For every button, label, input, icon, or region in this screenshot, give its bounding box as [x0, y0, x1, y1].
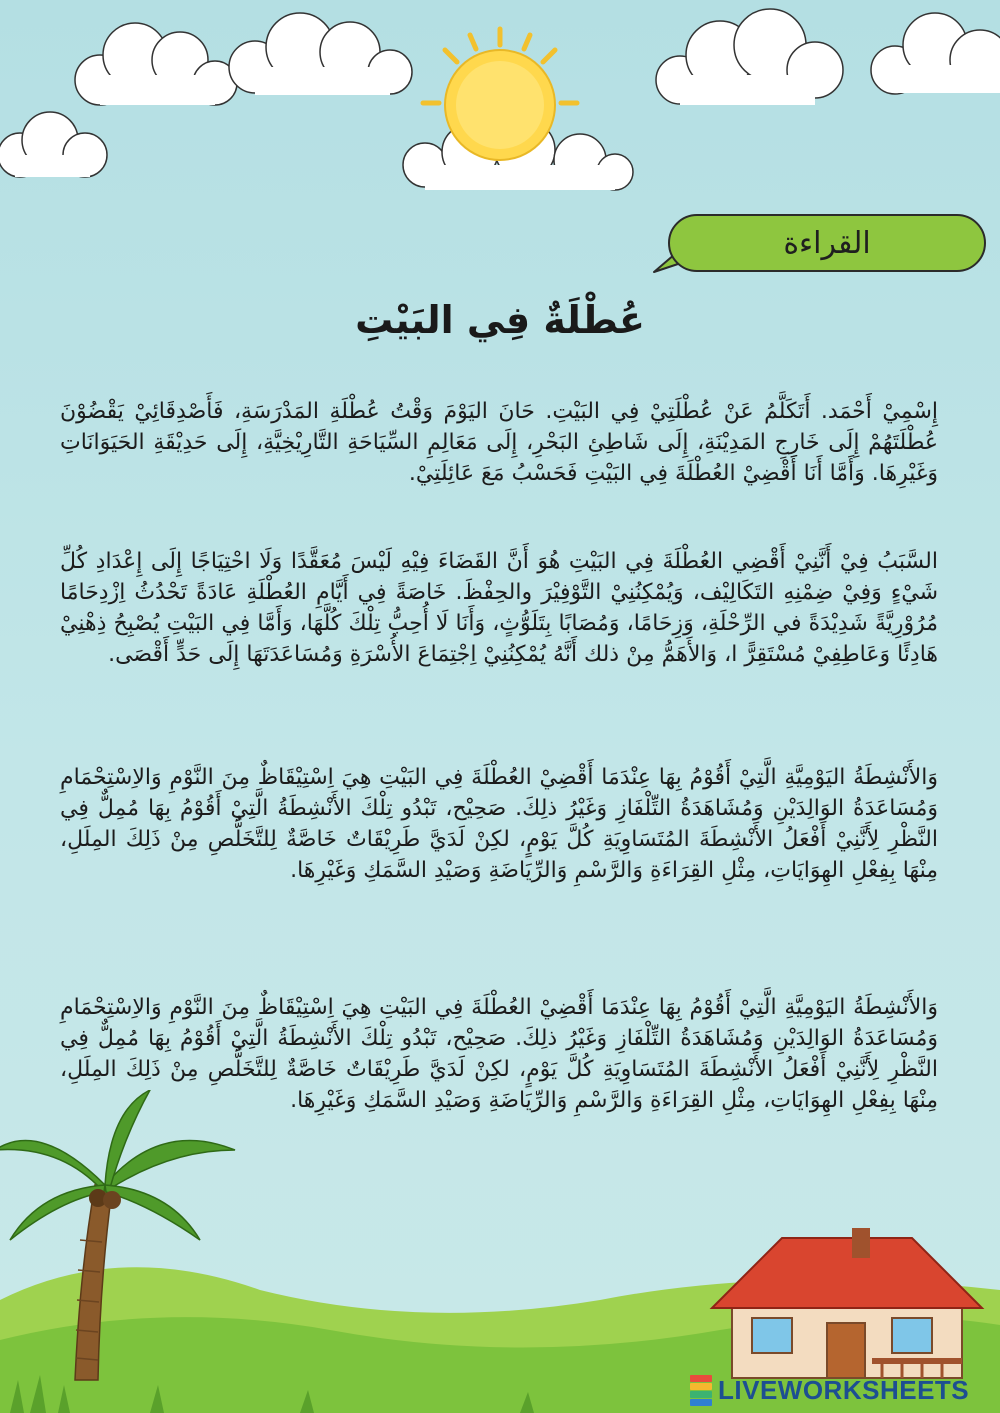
section-badge-label: القراءة: [783, 225, 871, 261]
sun-icon: [415, 25, 585, 165]
house-icon: [702, 1228, 992, 1388]
paragraph-2: السَّبَبُ فِيْ أَنَّنِيْ أَقْضِي العُطْلَةَ فِي البَيْتِ هُوَ أَنَّ القَضَاءَ فِيْهِ لَيْسَ مُعَقَّدًا وَلَا احْتِيَاجًا إِلَى إِعْدَادِ كُلِّ شَيْءٍ وَفِيْ ضِمْنِهِ التَكَالِيْف، وَيُمْكِنُنِيْ التَّوْفِيْرَ والحِفْظَ. خَاصَةً فِي أَيَّامِ العُطْلَةِ عَادَةً تَحْدُثُ اِزْدِحَامًا مُرُوْرِيَّةً شَدِيْدَةً في الرِّحْلَةِ، وَزِحَامًا، وَمُصَابًا بِتَلَوُّثٍ، وَأَنَا لَا أُحِبُّ تِلْكَ كُلَّهَا، وَأَمَّا فِي البَيْتِ يُصْبِحُ ذِهْنِيْ هَادِئًا وَعَاطِفِيْ مُسْتَقِرًّ ا، وَالأَهَمُّ مِنْ ذلك أَنَّهُ يُمْكِنُنِيْ اِجْتِمَاعَ الأُسْرَةِ وَمُسَاعَدَتَهَا إِلَى حَدٍّ أَقْصَى.: [60, 549, 938, 667]
paragraph-1: إِسْمِيْ أَحْمَد. أَتَكَلَّمُ عَنْ عُطْلَتِيْ فِي البَيْتِ. حَانَ اليَوْمَ وَقْتُ عُطْلَةِ المَدْرَسَةِ، فَأَصْدِقَائِيْ يَقْضُوْنَ عُطْلَتَهُمْ إِلَى خَارِجِ المَدِيْنَةِ، إِلَى شَاطِئِ البَحْرِ، إِلَى مَعَالِمِ السِّيَاحَةِ التَّارِيْخِيَّةِ، إِلَى حَدِيْقَةِ الحَيَوَانَاتِ وَغَيْرِهَا. وَأَمَّا أَنَا أَقْضِيْ العُطْلَةَ فِي البَيْتِ فَحَسْبُ مَعَ عَائِلَتِيْ.: [60, 399, 938, 486]
watermark-text: LIVEWORKSHEETS: [718, 1374, 970, 1405]
cloud-right-icon: [640, 0, 860, 120]
paragraph-3: وَالأَنْشِطَةُ اليَوْمِيَّةِ الَّتِيْ أَقُوْمُ بِهَا عِنْدَمَا أَقْضِيْ العُطْلَةَ فِي البَيْتِ هِيَ اِسْتِيْقَاظٌ مِنَ النَّوْمِ وَالاِسْتِحْمَامِ وَمُسَاعَدَةُ الوَالِدَيْنِ وَمُشَاهَدَةُ التِّلْفَازِ وَغَيْرُ ذلِكَ. صَحِيْح، تَبْدُو تِلْكَ الأَنْشِطَةُ الَّتِيْ أَقُوْمُ بِهَا مُمِلٌّ فِي النَّظْرِ لِأَنَّنِيْ أَفْعَلُ الأَنْشِطَةَ المُتَسَاوِيَةِ كُلَّ يَوْمٍ، لكِنْ لَدَيَّ طَرِيْقَاتٌ خَاصَّةٌ لِلتَّخَلُّصِ مِنْ ذَلِكَ المِلَلِ، مِنْهَا بِفِعْلِ الهِوَايَاتِ، مِثْلِ القِرَاءَةِ وَالرَّسْمِ وَالرِّيَاضَةِ وَصَيْدِ السَّمَكِ وَغَيْرِهَا.: [60, 765, 938, 883]
cloud-mid-left-icon: [215, 2, 425, 112]
page-title: عُطْلَةٌ فِي البَيْتِ: [355, 298, 645, 342]
section-badge: [668, 214, 986, 272]
cloud-far-right-icon: [860, 0, 1000, 110]
liveworksheets-logo-icon: [690, 1375, 712, 1406]
palm-tree-icon: [0, 1090, 240, 1390]
paragraph-4: وَالأَنْشِطَةُ اليَوْمِيَّةِ الَّتِيْ أَقُوْمُ بِهَا عِنْدَمَا أَقْضِيْ العُطْلَةَ فِي البَيْتِ هِيَ اِسْتِيْقَاظٌ مِنَ النَّوْمِ وَالاِسْتِحْمَامِ وَمُسَاعَدَةُ الوَالِدَيْنِ وَمُشَاهَدَةُ التِّلْفَازِ وَغَيْرُ ذلِكَ. صَحِيْح، تَبْدُو تِلْكَ الأَنْشِطَةُ الَّتِيْ أَقُوْمُ بِهَا مُمِلٌّ فِي النَّظْرِ لِأَنَّنِيْ أَفْعَلُ الأَنْشِطَةَ المُتَسَاوِيَةِ كُلَّ يَوْمٍ، لكِنْ لَدَيَّ طَرِيْقَاتٌ خَاصَّةٌ لِلتَّخَلُّصِ مِنْ ذَلِكَ المِلَلِ، مِنْهَا بِفِعْلِ الهِوَايَاتِ، مِثْلِ القِرَاءَةِ وَالرَّسْمِ وَالرِّيَاضَةِ وَصَيْدِ السَّمَكِ وَغَيْرِهَا.: [60, 995, 938, 1113]
liveworksheets-watermark: [690, 1372, 969, 1408]
